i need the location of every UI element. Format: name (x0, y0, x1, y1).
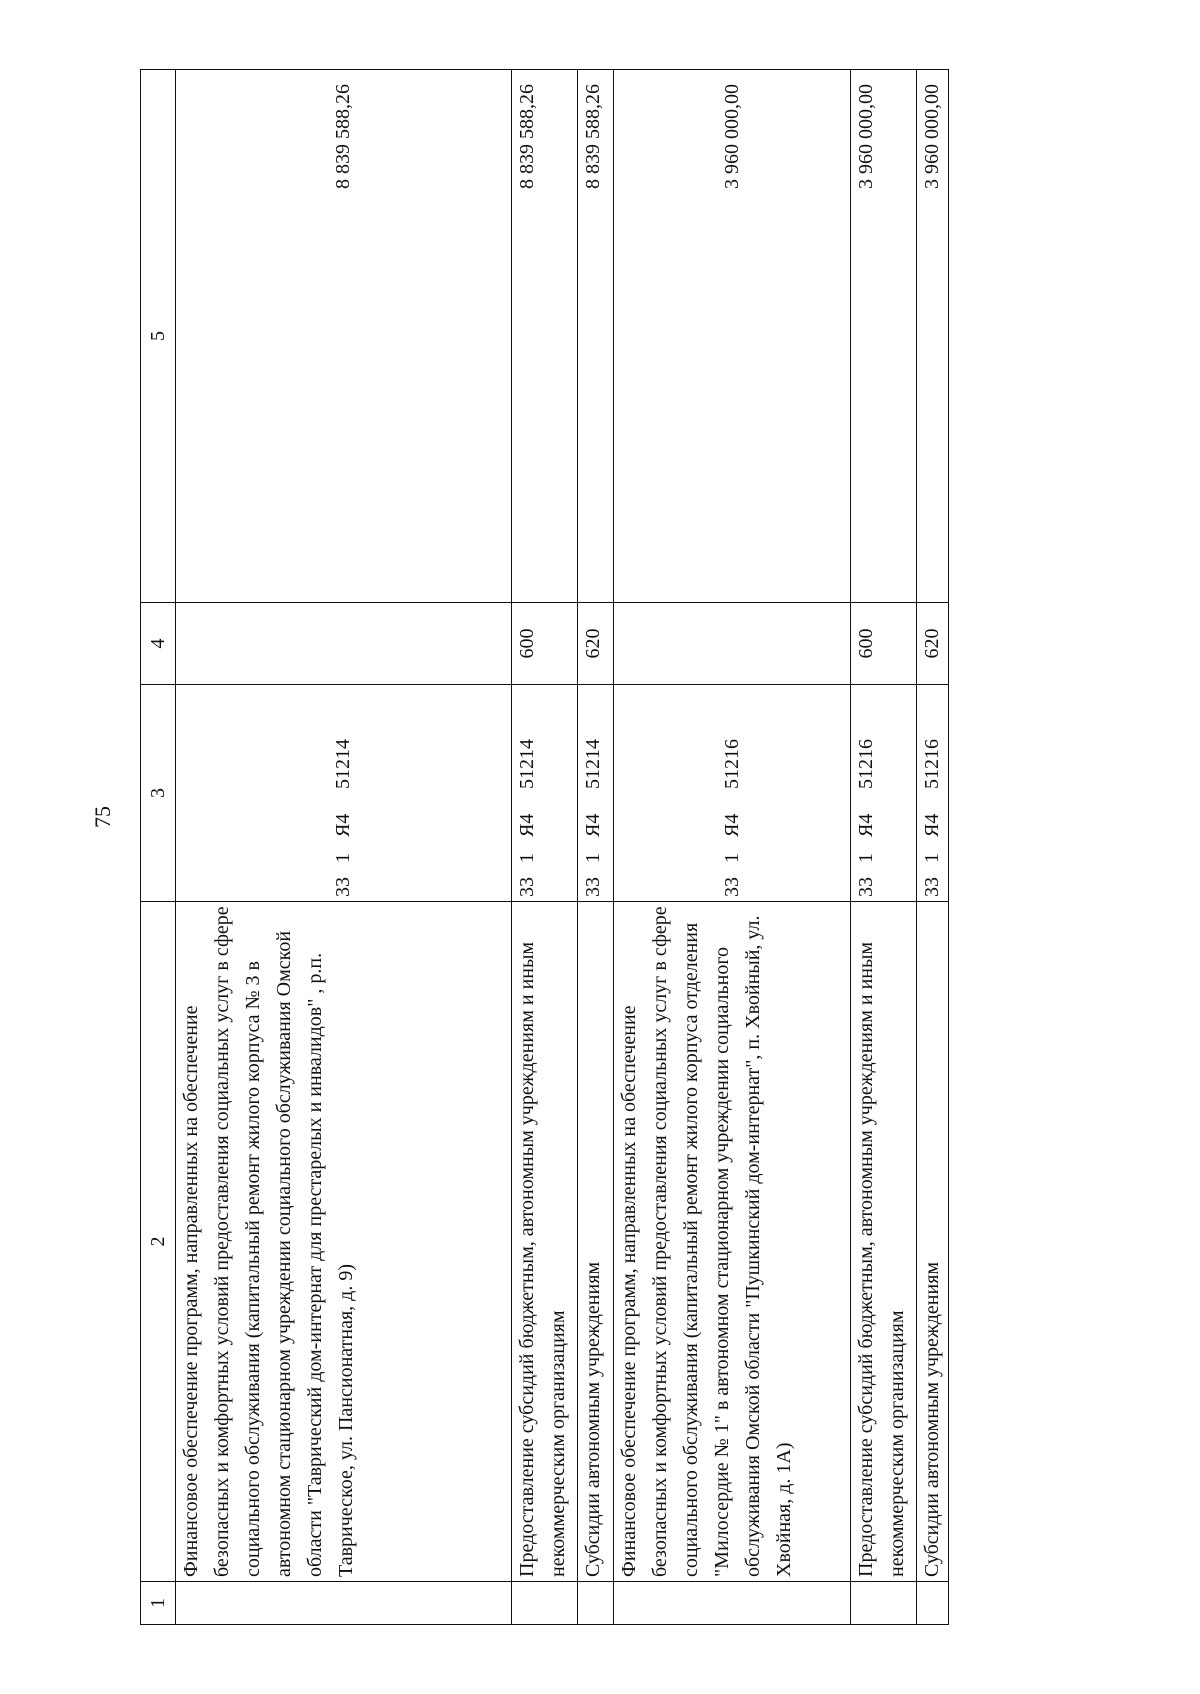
code-direction: 51214 (332, 739, 354, 789)
description-cell: Субсидии автономным учреждениям (578, 902, 614, 1582)
table-header-row (141, 70, 176, 1625)
row-number-cell (512, 1582, 578, 1625)
code-direction: 51216 (720, 739, 743, 789)
table-row (851, 70, 917, 1625)
budget-table (140, 69, 949, 1625)
expense-type-cell: 600 (512, 603, 578, 685)
amount-cell: 3 960 000,00 (851, 70, 917, 603)
code-subprogram: 1 (720, 853, 743, 863)
expense-type-cell (614, 603, 851, 685)
code-program: 33 (332, 877, 354, 897)
expense-type-cell: 620 (578, 603, 614, 685)
table-row (578, 70, 614, 1625)
code-subprogram: 1 (855, 853, 877, 863)
amount-cell: 3 960 000,00 (614, 70, 851, 603)
code-cell (614, 685, 851, 902)
amount-cell: 8 839 588,26 (176, 70, 512, 603)
description-cell: Финансовое обеспечение программ, направленных на обеспечение безопасных и комфортных условий предоставления социальных услуг в сфере социального обслуживания (капитальный ремонт жилого корпуса отделения "Милосердие № 1" в автономном стационарном учреждении социального обслуживания Омской области "Пушкинский дом-интернат", п. Хвойный, ул. Хвойная, д. 1А) (614, 902, 851, 1582)
code-event: Я4 (332, 813, 354, 837)
row-number-cell (578, 1582, 614, 1625)
description-cell: Субсидии автономным учреждениям (917, 902, 949, 1582)
description-cell: Предоставление субсидий бюджетным, автономным учреждениям и иным некоммерческим организациям (851, 902, 917, 1582)
description-cell: Предоставление субсидий бюджетным, автономным учреждениям и иным некоммерческим организациям (512, 902, 578, 1582)
expense-type-cell (176, 603, 512, 685)
code-program: 33 (720, 877, 743, 897)
table-row (512, 70, 578, 1625)
code-program: 33 (921, 877, 943, 897)
expense-type-cell: 600 (851, 603, 917, 685)
code-direction: 51214 (516, 739, 538, 789)
code-cell (917, 685, 949, 902)
code-cell (851, 685, 917, 902)
expense-type-cell: 620 (917, 603, 949, 685)
code-subprogram: 1 (332, 853, 354, 863)
header-col-4: 4 (141, 603, 176, 685)
header-col-1: 1 (141, 1582, 176, 1625)
code-event: Я4 (855, 813, 877, 837)
code-cell (578, 685, 614, 902)
code-program: 33 (855, 877, 877, 897)
code-direction: 51216 (921, 739, 943, 789)
header-col-5: 5 (141, 70, 176, 603)
code-event: Я4 (720, 813, 743, 837)
code-subprogram: 1 (516, 853, 538, 863)
header-col-3: 3 (141, 685, 176, 902)
rotated-table-container (140, 70, 943, 1625)
code-direction: 51214 (582, 739, 604, 789)
code-subprogram: 1 (921, 853, 943, 863)
code-program: 33 (582, 877, 604, 897)
row-number-cell (917, 1582, 949, 1625)
row-number-cell (851, 1582, 917, 1625)
description-cell: Финансовое обеспечение программ, направленных на обеспечение безопасных и комфортных условий предоставления социальных услуг в сфере социального обслуживания (капитальный ремонт жилого корпуса № 3 в автономном стационарном учреждении социального обслуживания Омской области "Таврический дом-интернат для престарелых и инвалидов" , р.п. Таврическое, ул. Пансионатная, д. 9) (176, 902, 512, 1582)
table-row (614, 70, 851, 1625)
row-number-cell (176, 1582, 512, 1625)
table-row (176, 70, 512, 1625)
code-cell (512, 685, 578, 902)
code-cell (176, 685, 512, 902)
code-event: Я4 (582, 813, 604, 837)
code-subprogram: 1 (582, 853, 604, 863)
table-row (917, 70, 949, 1625)
code-event: Я4 (516, 813, 538, 837)
amount-cell: 8 839 588,26 (512, 70, 578, 603)
amount-cell: 3 960 000,00 (917, 70, 949, 603)
code-program: 33 (516, 877, 538, 897)
page-number: 75 (90, 806, 115, 828)
header-col-2: 2 (141, 902, 176, 1582)
row-number-cell (614, 1582, 851, 1625)
code-event: Я4 (921, 813, 943, 837)
code-direction: 51216 (855, 739, 877, 789)
amount-cell: 8 839 588,26 (578, 70, 614, 603)
